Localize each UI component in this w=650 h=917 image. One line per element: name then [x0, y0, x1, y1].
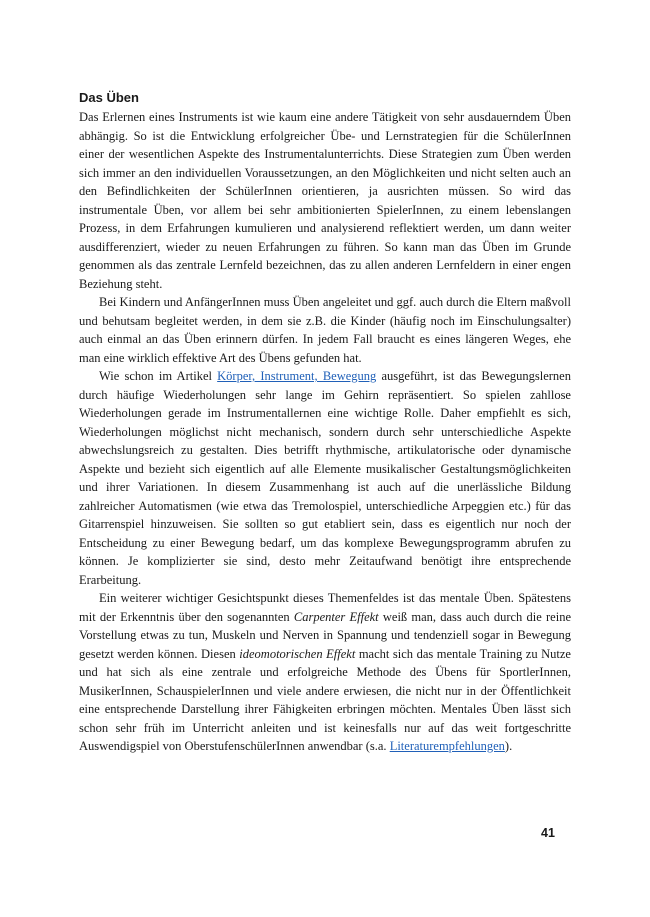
text-run: Das Erlernen eines Instruments ist wie kaum eine andere Tätigkeit von sehr ausdauerndem Üben abhängig. So ist die Entwicklung erfolgreicher Übe- und Lernstrategien für die SchülerInnen einer der wesentlichen Aspekte des Instrumentalunterrichts. Diese Strategien zum Üben werden sich immer an den individuellen Voraussetzungen, an den Möglichkeiten und nicht selten auch an den Befindlichkeiten der SchülerInnen orientieren, ja ausrichten müssen. So wird das instrumentale Üben, vor allem bei sehr ambitionierten SpielerInnen, zu einem lebenslangen Prozess, in dem Erfahrungen kumulieren und analysierend reflektiert werden, um dann weiter ausdifferenziert, wieder zu neuen Erfahrungen zu führen. So kann man das Üben im Grunde genommen als das zentrale Lernfeld bezeichnen, das zu allen anderen Lernfeldern in einer engen Beziehung steht. [79, 110, 571, 291]
paragraph [79, 293, 571, 367]
paragraph [79, 589, 571, 756]
paragraph [79, 367, 571, 589]
emphasized-term: Carpenter Effekt [293, 609, 379, 624]
text-run: weiß man, dass auch durch die reine Vorstellung etwas zu tun, Muskeln und Nerven in Spannung und tendenziell sogar in Bewegung gesetzt werden können. Diesen [79, 609, 571, 661]
text-run: ). [504, 739, 513, 753]
cross-reference-link[interactable]: Literaturempfehlungen [389, 739, 505, 753]
page-number: 41 [541, 826, 555, 840]
cross-reference-link[interactable]: Körper, Instrument, Bewegung [217, 369, 377, 383]
section-heading: Das Üben [79, 90, 139, 105]
text-run: Ein weiterer wichtiger Gesichtspunkt dieses Themenfeldes ist das mentale Üben. Spätestens mit der Erkenntnis über den sogenannten [79, 591, 571, 624]
text-run: ausgeführt, ist das Bewegungslernen durch häufige Wiederholungen sehr lange im Gehirn repräsentiert. So spielen zahllose Wiederholungen gerade im Instrumentallernen eine wichtige Rolle. Daher empfiehlt es sich, Wiederholungen möglichst nicht mechanisch, sondern durch sehr unterschiedliche Aspekte abwechslungsreich zu gestalten. Dies betrifft rhythmische, artikulatorische oder dynamische Aspekte und bezieht sich eigentlich auf alle Elemente musikalischer Gestaltungsmöglichkeiten und ihrer Variationen. In diesem Zusammenhang ist auch auf die unerlässliche Bildung zahlreicher Automatismen (wie etwa das Tremolospiel, unterschiedliche Arpeggien etc.) für das Gitarrenspiel hinzuweisen. Sie sollten so gut etabliert sein, dass es eigentlich nur noch der Entscheidung zu einer Bewegung bedarf, um das komplexe Bewegungsprogramm abrufen zu können. Je komplizierter sie sind, desto mehr Zeitaufwand benötigt ihre entsprechende Erarbeitung. [79, 369, 571, 587]
text-run: macht sich das mentale Training zu Nutze und hat sich als eine zentrale und erfolgreiche Methode des Übens für SportlerInnen, MusikerInnen, SchauspielerInnen und viele andere erwiesen, die nicht nur in der Öffentlichkeit eine entsprechende Darstellung ihrer Fähigkeiten erbringen möchten. Mentales Üben lässt sich schon sehr früh im Unterricht anleiten und ist keinesfalls nur auf das weit fortgeschritte Auswendigspiel von OberstufenschülerInnen anwendbar (s.a. [79, 646, 571, 753]
text-run: Bei Kindern und AnfängerInnen muss Üben angeleitet und ggf. auch durch die Eltern maßvoll und behutsam begleitet werden, in dem sie z.B. die Kinder (häufig noch im Einschulungsalter) auch einmal an das Üben erinnern dürfen. In jedem Fall braucht es eines längeren Weges, ehe man eine wirklich effektive Art des Übens gefunden hat. [79, 295, 571, 365]
paragraph [79, 108, 571, 293]
text-run: Wie schon im Artikel [99, 369, 218, 383]
emphasized-term: ideomotorischen Effekt [239, 646, 356, 661]
body-text [79, 108, 571, 756]
